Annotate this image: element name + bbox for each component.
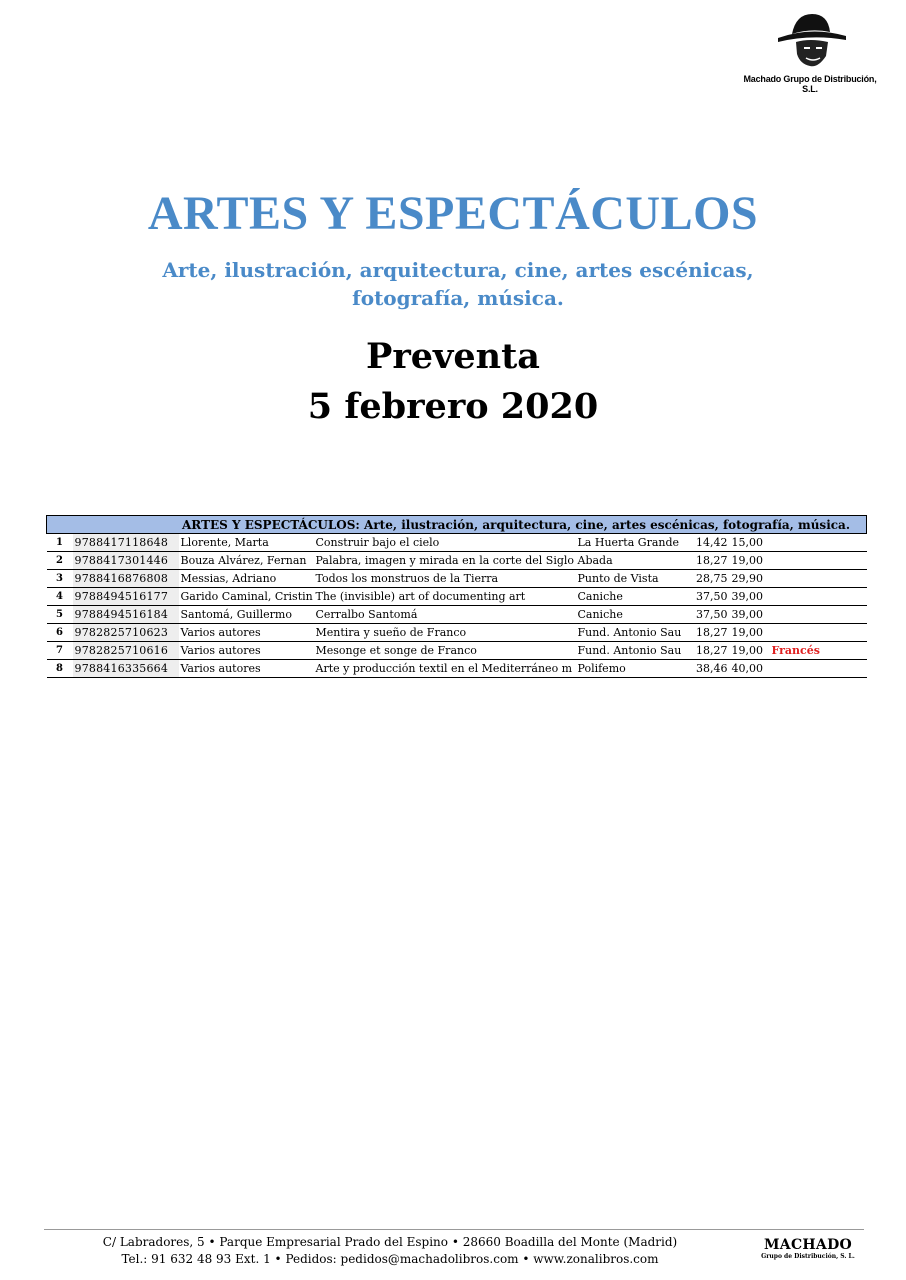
footer-logo-name: MACHADO [763,1237,853,1253]
presale-date: 5 febrero 2020 [307,386,599,427]
table-row [47,570,867,588]
row-number: 3 [47,570,73,588]
price-cell: 18,27 [684,552,730,570]
author-cell: Garido Caminal, Cristin [179,588,314,606]
row-number: 5 [47,606,73,624]
price-cell: 18,27 [684,624,730,642]
table-row [47,642,867,660]
row-number: 4 [47,588,73,606]
row-number: 2 [47,552,73,570]
table-row [47,588,867,606]
title-cell: Todos los monstruos de la Tierra [314,570,576,588]
title-cell: Construir bajo el cielo [314,534,576,552]
pvp-cell: 39,00 [730,588,770,606]
author-cell: Santomá, Guillermo [179,606,314,624]
table-row [47,660,867,678]
row-number: 8 [47,660,73,678]
price-cell: 14,42 [684,534,730,552]
publisher-cell: Fund. Antonio Sau [576,624,684,642]
row-number: 6 [47,624,73,642]
author-cell: Varios autores [179,660,314,678]
title-cell: Mentira y sueño de Franco [314,624,576,642]
footer-phone-email-web: Tel.: 91 632 48 93 Ext. 1 • Pedidos: pedidos@machadolibros.com • www.zonalibros.com [121,1252,659,1266]
author-cell: Messias, Adriano [179,570,314,588]
publisher-cell: La Huerta Grande [576,534,684,552]
note-cell [770,534,867,552]
footer-contact [60,1234,720,1268]
note-cell [770,606,867,624]
books-table [46,515,867,678]
isbn-cell: 9788417301446 [73,552,179,570]
page-subtitle: Arte, ilustración, arquitectura, cine, artes escénicas, fotografía, música. [162,258,754,310]
footer-divider [44,1229,864,1230]
title-cell: Cerralbo Santomá [314,606,576,624]
isbn-cell: 9788417118648 [73,534,179,552]
price-cell: 28,75 [684,570,730,588]
pvp-cell: 19,00 [730,642,770,660]
isbn-cell: 9788416876808 [73,570,179,588]
author-cell: Varios autores [179,624,314,642]
note-cell [770,588,867,606]
publisher-cell: Caniche [576,606,684,624]
pvp-cell: 15,00 [730,534,770,552]
logo-caption: Machado Grupo de Distribución, S.L. [743,74,877,94]
price-cell: 18,27 [684,642,730,660]
table-row [47,552,867,570]
title-cell: Palabra, imagen y mirada en la corte del Siglo [314,552,576,570]
publisher-cell: Polifemo [576,660,684,678]
note-cell [770,624,867,642]
price-cell: 38,46 [684,660,730,678]
table-row [47,606,867,624]
presale-label: Preventa [366,336,540,377]
note-cell [770,552,867,570]
publisher-cell: Caniche [576,588,684,606]
row-number: 7 [47,642,73,660]
author-cell: Varios autores [179,642,314,660]
title-cell: Mesonge et songe de Franco [314,642,576,660]
presale-block [0,332,906,432]
footer-logo-tagline: Grupo de Distribución, S. L. [761,1253,855,1260]
page-title: ARTES Y ESPECTÁCULOS [147,187,759,240]
author-cell: Bouza Alvárez, Fernan [179,552,314,570]
note-cell: Francés [770,642,867,660]
author-cell: Llorente, Marta [179,534,314,552]
publisher-cell: Abada [576,552,684,570]
table-row [47,624,867,642]
note-cell [770,570,867,588]
note-cell [770,660,867,678]
pvp-cell: 29,90 [730,570,770,588]
isbn-cell: 9782825710623 [73,624,179,642]
isbn-cell: 9788494516177 [73,588,179,606]
isbn-cell: 9788416335664 [73,660,179,678]
title-cell: The (invisible) art of documenting art [314,588,576,606]
price-cell: 37,50 [684,606,730,624]
pvp-cell: 40,00 [730,660,770,678]
table-heading: ARTES Y ESPECTÁCULOS: Arte, ilustración, arquitectura, cine, artes escénicas, fotografía, música. [47,516,867,534]
footer-logo [752,1237,864,1260]
isbn-cell: 9782825710616 [73,642,179,660]
publisher-cell: Punto de Vista [576,570,684,588]
company-logo [740,12,880,92]
pvp-cell: 19,00 [730,552,770,570]
table-row [47,534,867,552]
isbn-cell: 9788494516184 [73,606,179,624]
pvp-cell: 19,00 [730,624,770,642]
price-cell: 37,50 [684,588,730,606]
title-cell: Arte y producción textil en el Mediterráneo m [314,660,576,678]
hat-man-logo-icon [766,12,856,74]
publisher-cell: Fund. Antonio Sau [576,642,684,660]
row-number: 1 [47,534,73,552]
pvp-cell: 39,00 [730,606,770,624]
footer-address: C/ Labradores, 5 • Parque Empresarial Prado del Espino • 28660 Boadilla del Monte (Madrid) [102,1235,678,1249]
